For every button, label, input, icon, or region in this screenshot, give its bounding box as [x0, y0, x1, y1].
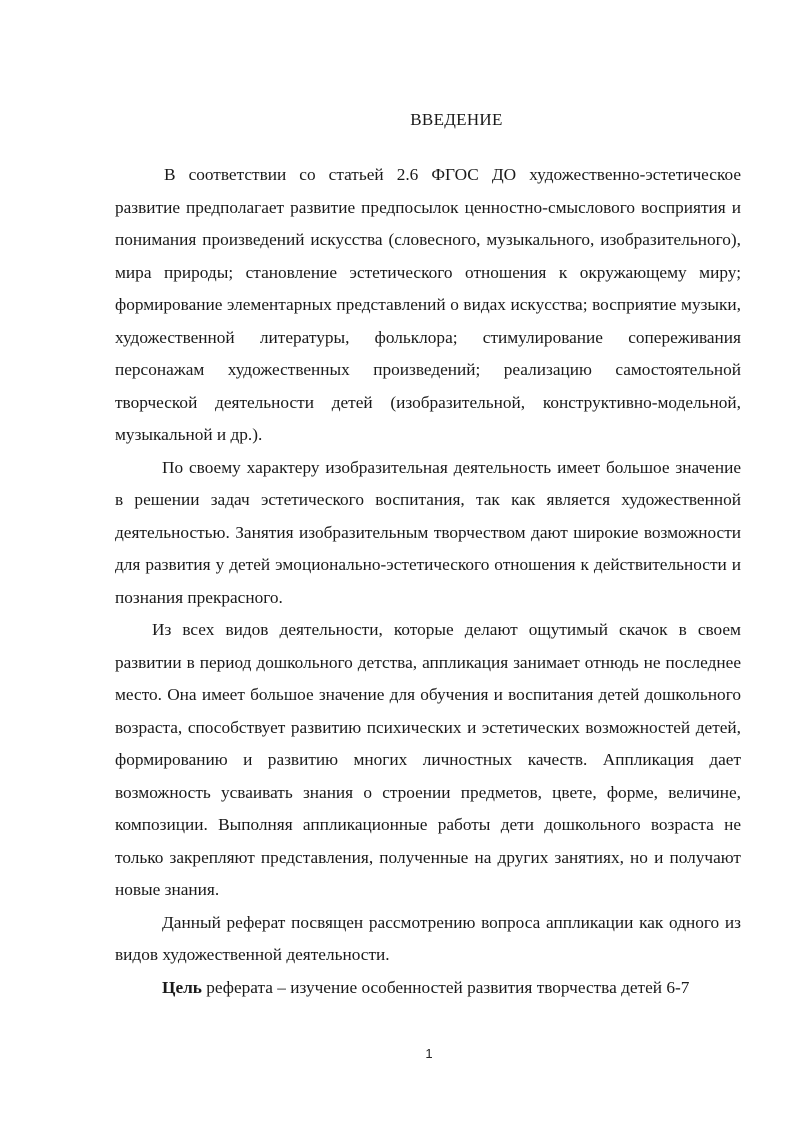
paragraph-applique: Из всех видов деятельности, которые делают ощутимый скачок в своем развитии в период дошкольного детства, аппликация занимает отнюдь не последнее место. Она имеет большое значение для обучения и воспитания детей дошкольного возраста, способствует развитию психических и эстетических возможностей детей, формированию и развитию многих личностных качеств. Аппликация дает возможность усваивать знания о строении предметов, цвете, форме, величине, композиции. Выполняя аппликационные работы дети дошкольного возраста не только закрепляют представления, полученные на других занятиях, но и получают новые знания.: [115, 620, 741, 899]
document-body: [115, 159, 741, 1004]
goal-label: Цель: [162, 977, 202, 997]
paragraph-abstract-topic: Данный реферат посвящен рассмотрению вопроса аппликации как одного из видов художественной деятельности.: [115, 912, 741, 964]
goal-text: реферата – изучение особенностей развития творчества детей 6-7: [201, 977, 690, 997]
page-title: ВВЕДЕНИЕ: [410, 110, 503, 129]
paragraph-visual-activity: По своему характеру изобразительная деятельность имеет большое значение в решении задач эстетического воспитания, так как является художественной деятельностью. Занятия изобразительным творчеством дают широкие возможности для развития у детей эмоционально-эстетического отношения к действительности и познания прекрасного.: [115, 457, 741, 607]
paragraph-goal: [115, 972, 741, 1005]
page-number: 1: [425, 1046, 433, 1061]
paragraph-fgos: В соответствии со статьей 2.6 ФГОС ДО художественно-эстетическое развитие предполагает развитие предпосылок ценностно-смыслового восприятия и понимания произведений искусства (словесного, музыкального, изобразительного), мира природы; становление эстетического отношения к окружающему миру; формирование элементарных представлений о видах искусства; восприятие музыки, художественной литературы, фольклора; стимулирование сопереживания персонажам художественных произведений; реализацию самостоятельной творческой деятельности детей (изобразительной, конструктивно-модельной, музыкальной и др.).: [115, 165, 741, 444]
